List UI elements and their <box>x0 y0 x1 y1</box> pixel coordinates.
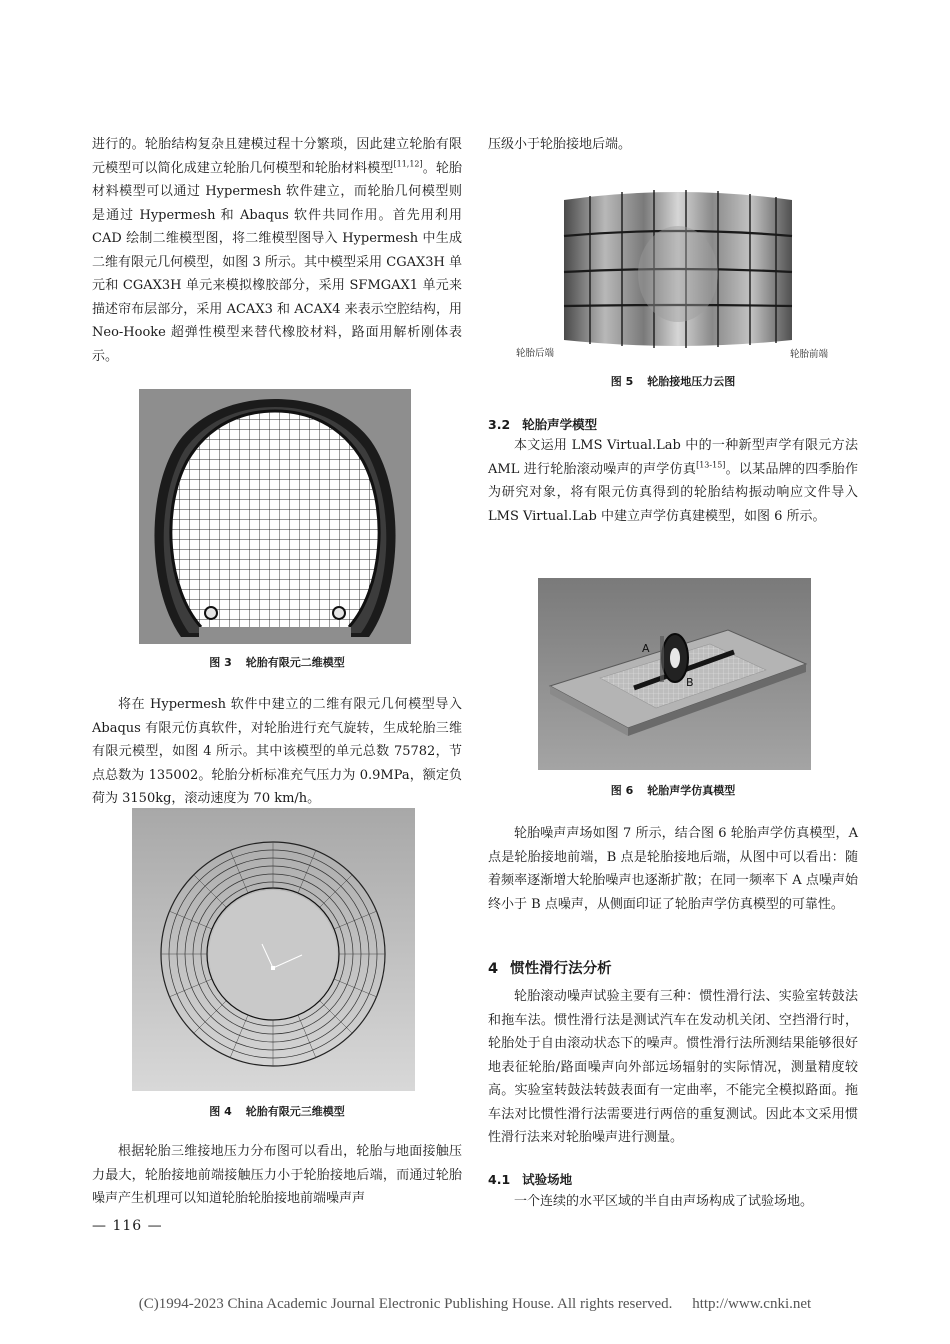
right-paragraph-2: 轮胎噪声声场如图 7 所示，结合图 6 轮胎声学仿真模型，A 点是轮胎接地前端，B 点是轮胎接地后端，从图中可以看出：随着频率逐渐增大轮胎噪声也逐渐扩散；在同一频率下 A 点噪声始终小于 B 点噪声，从侧面印证了轮胎声学仿真模型的可靠性。 <box>488 826 858 912</box>
figure-4-caption: 图 4 轮胎有限元三维模型 <box>209 1105 345 1118</box>
figure-4-image <box>132 808 415 1091</box>
right-paragraph-3: 轮胎滚动噪声试验主要有三种：惯性滑行法、实验室转鼓法和拖车法。惯性滑行法是测试汽车在发动机关闭、空挡滑行时，轮胎处于自由滚动状态下的噪声。惯性滑行法所测结果能够很好地表征轮胎/路面噪声向外部远场辐射的实际情况，测量精度较高。实验室转鼓法转鼓表面有一定曲率，不能完全模拟路面。拖车法对比惯性滑行法需要进行两倍的重复测试。因此本文采用惯性滑行法来对轮胎噪声进行测量。 <box>488 989 858 1145</box>
citation: [11,12] <box>393 159 423 169</box>
figure-5-left-label: 轮胎后端 <box>516 348 555 359</box>
footer-url[interactable]: http://www.cnki.net <box>692 1296 812 1312</box>
section-3-2-heading: 3.2 轮胎声学模型 <box>488 417 598 432</box>
figure-6-caption: 图 6 轮胎声学仿真模型 <box>610 784 736 797</box>
left-paragraph-3: 根据轮胎三维接地压力分布图可以看出，轮胎与地面接触压力最大，轮胎接地前端接触压力小于轮胎接地后端，而通过轮胎噪声产生机理可以知道轮胎轮胎接地前端噪声声 <box>92 1144 462 1206</box>
figure-3-image <box>139 389 411 644</box>
section-4-heading: 4 惯性滑行法分析 <box>488 961 612 977</box>
right-paragraph-4: 一个连续的水平区域的半自由声场构成了试验场地。 <box>514 1194 814 1209</box>
left-paragraph-2: 将在 Hypermesh 软件中建立的二维有限元几何模型导入 Abaqus 有限元仿真软件，对轮胎进行充气旋转，生成轮胎三维有限元模型，如图 4 所示。其中该模型的单元总数 75782，节点总数为 135002。轮胎分析标准充气压力为 0.9MPa，额定负荷为 3150kg，滚动速度为 70 km/h。 <box>92 697 462 806</box>
page-number: — 116 — <box>92 1218 163 1234</box>
figure-6-point-a: A <box>642 642 650 655</box>
citation: [13-15] <box>696 460 726 470</box>
figure-5-right-label: 轮胎前端 <box>790 349 829 360</box>
left-paragraph-1: 进行的。轮胎结构复杂且建模过程十分繁琐，因此建立轮胎有限元模型可以简化成建立轮胎几何模型和轮胎材料模型[11,12]。轮胎材料模型可以通过 Hypermesh 软件建立，而轮胎几何模型则是通过 Hypermesh 和 Abaqus 软件共同作用。首先用利用 CAD 绘制二维模型图，将二维模型图导入 Hypermesh 中生成二维有限元几何模型，如图 3 所示。其中模型采用 CGAX3H 单元和 CGAX3H 单元来模拟橡胶部分，采用 SFMGAX1 单元来描述帘布层部分，采用 ACAX3 和 ACAX4 来表示空腔结构，用 Neo-Hooke 超弹性模型来替代橡胶材料，路面用解析刚体表示。 <box>92 137 462 364</box>
figure-4-3d-tire-mesh <box>132 808 415 1091</box>
figure-3-2d-tire-mesh <box>139 389 411 644</box>
figure-6-point-b: B <box>686 676 694 689</box>
section-4-1-heading: 4.1 试验场地 <box>488 1172 573 1187</box>
page-footer <box>0 1296 950 1313</box>
right-paragraph-0: 压级小于轮胎接地后端。 <box>488 137 632 152</box>
figure-6-acoustic-model <box>538 578 811 770</box>
figure-5-image <box>560 182 796 354</box>
figure-6-image <box>538 578 811 770</box>
figure-5-contact-pressure-map <box>560 182 796 354</box>
figure-3-caption: 图 3 轮胎有限元二维模型 <box>209 656 345 669</box>
figure-5-caption: 图 5 轮胎接地压力云图 <box>610 375 736 388</box>
right-paragraph-1: 本文运用 LMS Virtual.Lab 中的一种新型声学有限元方法 AML 进行轮胎滚动噪声的声学仿真[13-15]。以某品牌的四季胎作为研究对象，将有限元仿真得到的轮胎结构振动响应文件导入 LMS Virtual.Lab 中建立声学仿真建模型，如图 6 所示。 <box>488 438 858 524</box>
footer-copyright: (C)1994-2023 China Academic Journal Electronic Publishing House. All rights reserved. <box>138 1296 673 1312</box>
